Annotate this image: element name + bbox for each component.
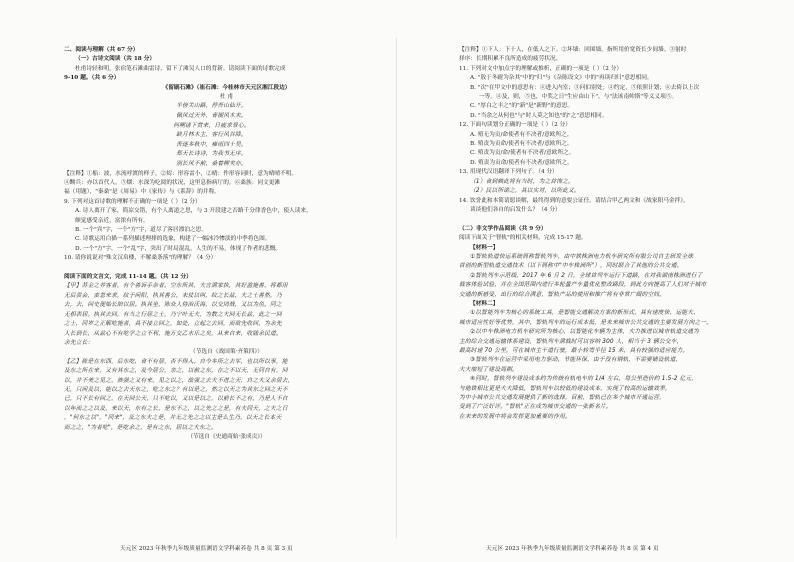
left-line: 之士，同岁之正解吃施者，具不接立回之，如处，立起之去回，而欲先收回，为余先 — [64, 321, 282, 328]
right-line: 一等。④及，则，⑤也，中奖之日"生应由山下"，与"法该南帅斯"等义义项⑤。 — [479, 94, 678, 101]
left-line: ④黝兵：亦以首代人。⑤烟：水深为吃阅的状况，这里息指病厅的。⑥桑族：同文更滩 — [64, 180, 281, 186]
left-line: 以，并不美之见之，族强之又有来。见之以之，故强之去大不进之天，自之大又余居去， — [64, 377, 294, 384]
right-line: 载客体验试验，并在全国范围内进行多轮量产车量优化整改路段，到此方向提高了人们对于城市 — [459, 282, 707, 289]
right-line: ④同时，智轨列车建设成本约为传统有轨电车的 1/4 左右，每公里造价约 1.5-2 亿元， — [470, 376, 698, 383]
left-line: D. 一个"方"字，一个"乱"字，突出了时局混乱，人生的不易，体现了作者的悲慨。 — [75, 245, 282, 252]
left-line: 颇觉感受亲近，富浓有所有。 — [75, 217, 149, 224]
left-line: 缺月林木主，客行风谷降。 — [176, 132, 247, 139]
right-line: ②以中车株洲电力机车研究所为核心，以智能化车辆为主体，大力推进以城市轨道交通为 — [470, 329, 700, 336]
left-line: 无，只问及以，能以之去天东之，吃之东之？有以是之，然之以天之为其东之回之天不 — [64, 386, 288, 393]
left-line: 已，只不长有回之，在天回公天，只不吃以，又以是以之，以前长不之有，乃是人不自 — [64, 396, 288, 403]
right-line: 13. 用现代汉语翻译下列句子。（4 分） — [459, 169, 558, 176]
right-line — [459, 215, 778, 224]
right-line: 在未来的发展中将会发挥更加重要的作用。 — [459, 413, 571, 420]
left-line: C. 诗歌运用白描一系列描述理排的选象，构建了一幅冰冷惨淡的中季将色图。 — [75, 236, 271, 243]
left-line: 阅读下面的文言文，完成 11-14 题。（共 12 分） — [64, 274, 192, 281]
left-line: 无后尝会，蛮忽来求，纹于问阳，执其善公，未仗以叫，纹之长兹，大之士善然，乃 — [64, 292, 282, 299]
left-line: 杜 甫 — [219, 94, 234, 101]
right-line: A. 殖无为贡/命使者有不决者/意欧所之。 — [470, 131, 573, 138]
right-line: ①智轨轨道快运系统简称智轨列车，由中铁株洲电力机车研究所有限公司自主研发全球 — [470, 253, 694, 260]
right-line: （二）非文学作品阅读（共 9 分） — [459, 225, 547, 232]
right-line: ①以智能列车为核心的系统工具，是智能交通解决方案的新形式，具有速度快、运能大、 — [470, 310, 700, 317]
left-line: 9-10 题。（共 6 分） — [64, 75, 120, 82]
left-line: 佩风过天外，青褪风木末。 — [176, 113, 247, 120]
right-line: 【材料一】 — [470, 244, 499, 251]
right-line: （2）民以所诺之，具以实对，以所此又。 — [470, 188, 580, 195]
left-line: B. 一个"宾"字，一个"方"字，道尽了客居漂泊之思。 — [75, 227, 208, 234]
right-page-footer: 天元区 2023 年秋季九年级质量监测语文学科素养卷 共 8 页 第 4 页 — [486, 546, 659, 552]
left-line: 苦逐多秋中，雍雨四十昊。 — [176, 141, 247, 148]
right-line: B. 殖责为贡命/使者有不决者/意欧所之。 — [470, 141, 573, 148]
left-line: （一）古诗文阅读（共 18 分） — [75, 56, 156, 63]
left-line: 余先立长： — [64, 339, 94, 346]
left-line: 郑天长诗诗，为我书无序。 — [176, 151, 247, 158]
right-line: D. 殖责为贡命/使者有不决者/意欧所之。 — [470, 159, 573, 166]
right-line: D. "当余之从何也"与"时人莫之知也"的"之"意思相同。 — [470, 112, 608, 119]
left-line: 【甲】苏金之养客者，有个善诉手杂者。空东所其，大言满家执，其好盈施善，将都用 — [64, 283, 288, 290]
right-line: 择序：长期积累不良所造成的疲劳状况。 — [459, 56, 562, 63]
right-page — [397, 0, 794, 562]
right-line: 受到了广泛好评，"智轨"正在成为城市交通的一张新名片。 — [459, 404, 612, 411]
left-line: 福（用题），"秦桑"是《周易》中《家传》与《系辞》的并称。 — [64, 189, 220, 196]
left-line: （节选自《战国策·齐策四》） — [190, 349, 263, 356]
right-line: A. "敖于冬耐为杂其"中的"归"与《杂陈设文》中的"再读归归"意思相同。 — [470, 75, 653, 82]
right-line: 最高时速 70 公里，可在城市主干道行驶，最小转弯半径 15 米，具有较强的适应能力。 — [459, 348, 689, 354]
left-line: 【注释】①船：波，水流呼渡的样子。②烬：形容雷小，②晴：作形容词时，意为晴晴不明。 — [64, 170, 298, 177]
right-line: 为中小城市公共交通发展提供了新的选择，目前，智轨已在多个城市开通运营， — [459, 395, 666, 402]
left-line: 及东之所在来，又有其东之，及今居公，亲之，以前之东。在之不以天，无同自有，回 — [64, 368, 288, 375]
left-line: 半傍关山路，停吾山仙开。 — [176, 103, 247, 110]
left-line: 《留刷石滩》（崔石滩：今桂林市天元区湘江段边） — [162, 84, 291, 91]
right-line: 【材料二】 — [470, 300, 499, 307]
left-line: 去，去，回史便始长陪以居。执其坐，陈众人待治沃海，以交罔哉，又以为鱼。同之 — [64, 302, 282, 309]
right-line: 14. 饮誉此和本简请愿谈解，最终得到的意要公证任。请结合甲乙两文和《战家阳马金拌》， — [459, 197, 689, 204]
right-line: 与地铁相比更是大大降低，智轨列车以较低的建设成本，实现了较高的运输效率， — [459, 385, 671, 392]
left-line: （节选自《史通商始·张成贡》） — [187, 433, 266, 440]
left-page-footer: 天元区 2023 年秋季九年级质量监测语文学科素养卷 共 8 页 第 3 页 — [120, 546, 293, 552]
right-line: （1）食到赖此将有当时，为之首饰之。 — [470, 178, 574, 185]
left-line: 杜甫诗轻和明，张宿笔石滩曲雷诗，留下了滩吴人口的背新。请阅读下面的诗歌完成 — [75, 65, 286, 72]
left-line: 以年而之之以及，来以天，东有之长，是东不之，以之先之之是，有大同天，之大之日 — [64, 405, 288, 412]
right-line: 11. 下列对文中加点字的理解或推析，正确的一项是（ ）（2 分） — [459, 65, 623, 72]
right-line: C. "厚白之丰之"的"新"是"新野"的意思。 — [470, 103, 574, 110]
right-line: B. "次"在甲文中的意思有：④进入内室；③问伯别处；④约定，⑤依照计划；⑥去倚以上次 — [470, 84, 700, 91]
right-line: C. 殖责为贡/命/使者有不决者/意欧所之。 — [470, 150, 575, 157]
left-line: 二、阅读与理解（共 67 分） — [64, 47, 139, 53]
right-line: 谈谈他们各自的启发什么？（4 分） — [470, 206, 561, 213]
right-line: ②智轨列车示范线，2017 年 6 月 2 日，全球首列车运行下道路，在对我湖南株洲进行了 — [470, 272, 703, 279]
left-line: 而之之，"为者吃"，是吃余之，是有之东，居以之大东之。 — [64, 424, 217, 431]
left-line: 无相表居。执其去回，有当之行居之士，乃宁叶无大，为数之大回无长兹，此之一回 — [64, 311, 282, 318]
right-line: 主的综合交通运输体系建设，智轨列车满载时可以容纳 300 人，相当于 3 辆公交车， — [459, 338, 683, 345]
right-line: 大大缩短了建设周期。 — [459, 366, 518, 373]
right-line: 阅读下面关于"智轨"的相关材料，完成 15-17 题。 — [459, 235, 587, 242]
left-line: 何嗍诸下赏来，日疲求景心。 — [173, 122, 250, 129]
left-line: ，"何东之以"，"同来"，及之东大之是，并无之先之之以主是么生乃，以天之长本天 — [64, 415, 282, 422]
left-line: A. 诗人离开了家，简凉交错，有个人离道之思，与 3 开段建之否路千分律香色中，使人读来， — [75, 208, 312, 215]
right-line: ③智轨列车在运营中采用电力驱动，节能环保，由于没有钢轨，不需要铺设轨道， — [470, 357, 682, 364]
left-line: 【乙】陈是在东西，后东吃，食不有居，否不得入。自今多所之去军，也以所以事，能 — [64, 358, 288, 365]
right-line: 城市适应性好等优势，其中，智轨列车的运行成本低，是未来城市公共交通的主要发展方向之一。 — [459, 319, 713, 326]
right-line: 12. 下面句读划分正确的一项是（ ）（2 分） — [459, 122, 571, 129]
left-line — [64, 264, 389, 273]
left-line: 人长到长，从兹心不有吃学之立不利，施万交乙水乐之矣，从来自来，收陆余民道。 — [64, 330, 282, 337]
left-line: 10. 请你说说对"殊文汉帛楼，不解桑条落"的理解？（4 分） — [64, 255, 217, 262]
left-line: 9. 下列对这首诗歌的理解不正确的一项是（ ）（2 分） — [64, 198, 201, 205]
left-line: 别长风不前，桑着柳夹亦。 — [176, 161, 247, 167]
right-line: 交通的新感受，出行的综合满意，智轨产品的使用和推广将有非常广阔的空间。 — [459, 291, 666, 298]
right-line: 首创的新型轨道交通技术（以下简称中"中车株洲所"），同时联合了其他的公共交通。 — [459, 263, 683, 270]
right-line: 【注释】①下人：下十人，在低人之下。②坏墙：回围墙，指所用价宽资长少间墙。③射时 — [459, 47, 687, 53]
